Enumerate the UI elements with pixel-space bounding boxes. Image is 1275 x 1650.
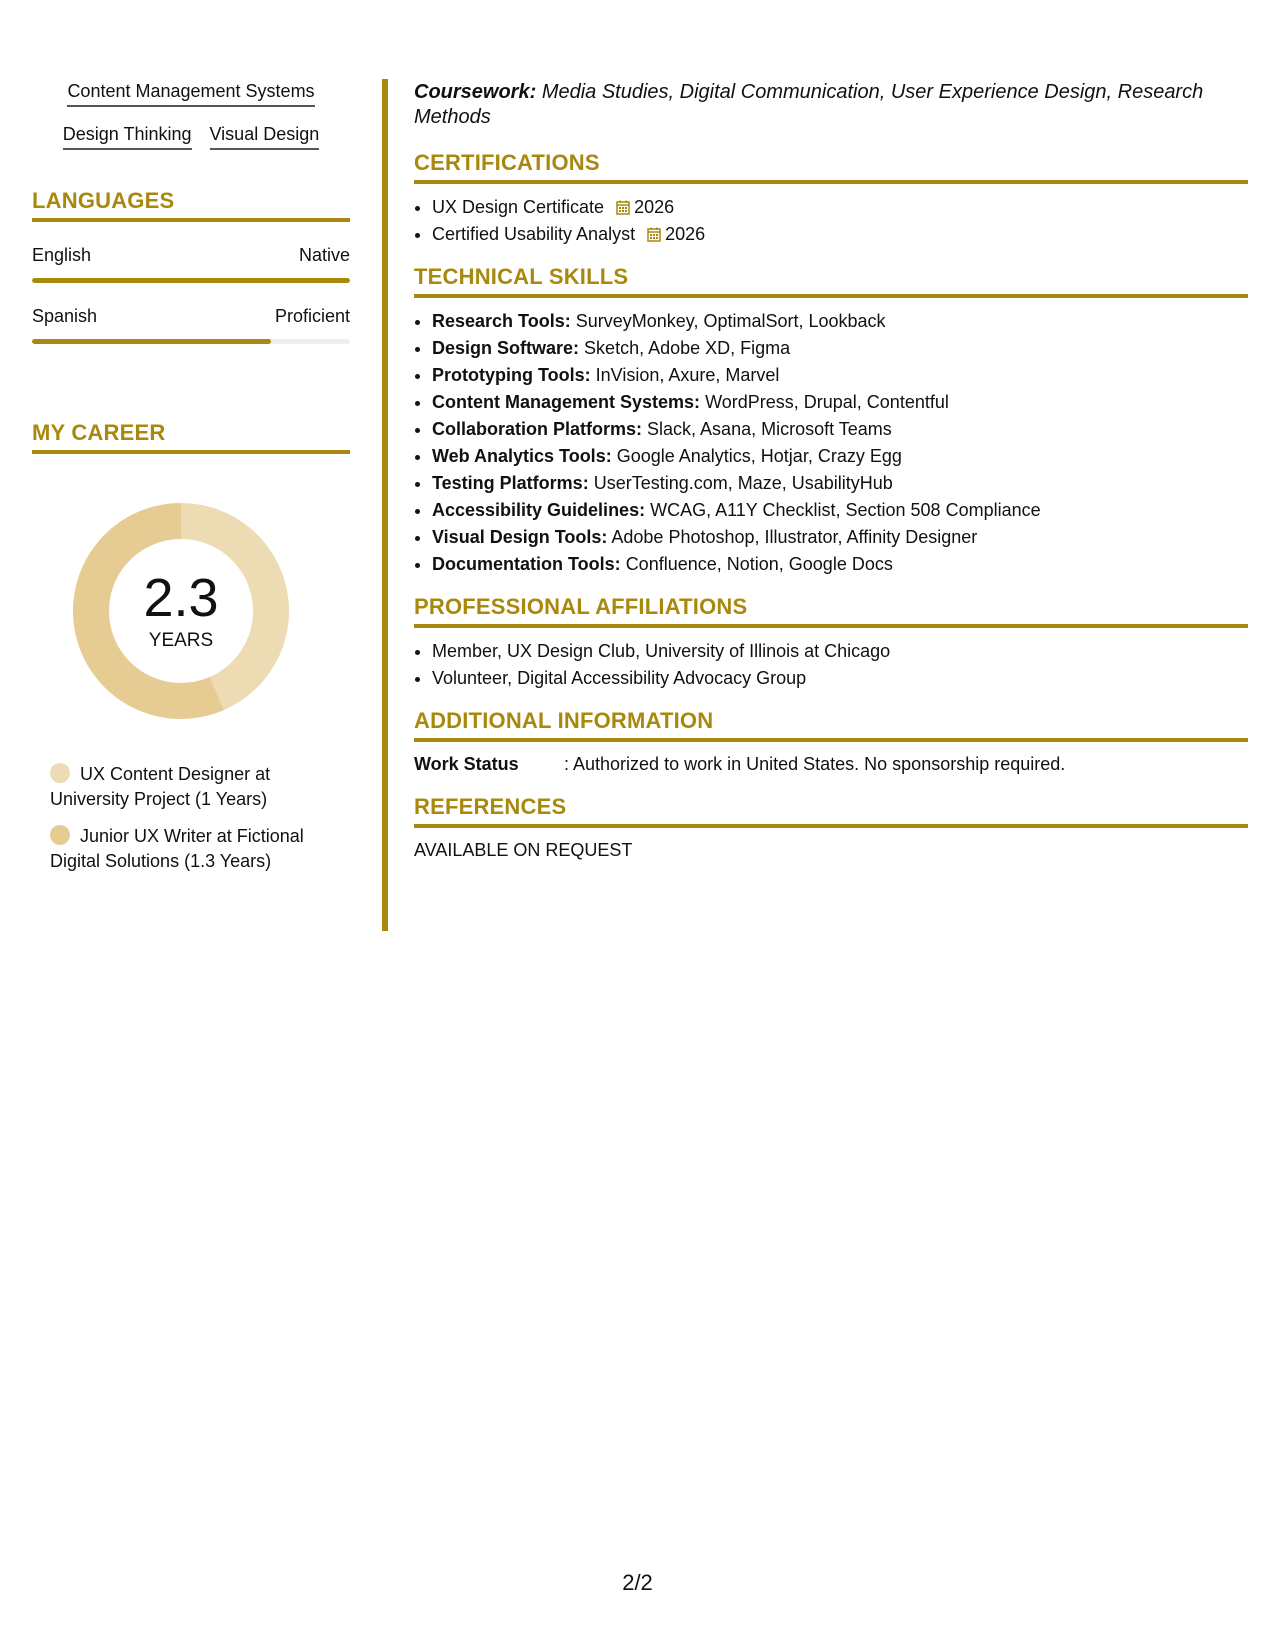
language-level: Native: [298, 245, 350, 265]
career-legend: [50, 762, 350, 874]
affiliations-title: PROFESSIONAL AFFILIATIONS: [414, 594, 1248, 628]
technical-skill-value: WordPress, Drupal, Contentful: [705, 392, 949, 412]
language-bar: [32, 339, 350, 344]
technical-skill-item: [432, 416, 1248, 443]
technical-skill-item: [432, 470, 1248, 497]
certification-name: UX Design Certificate: [432, 197, 605, 217]
technical-skill-label: Research Tools:: [432, 311, 571, 331]
left-column: [32, 80, 350, 886]
certification-name: Certified Usability Analyst: [432, 224, 636, 244]
technical-skills-title: TECHNICAL SKILLS: [414, 264, 1248, 298]
technical-skill-item: [432, 389, 1248, 416]
references-text: AVAILABLE ON REQUEST: [414, 840, 633, 860]
language-level: Proficient: [274, 306, 350, 326]
skill-tag: Visual Design: [210, 123, 320, 150]
language-item: [32, 305, 350, 344]
skill-row: [32, 123, 350, 150]
technical-skill-value: Sketch, Adobe XD, Figma: [584, 338, 791, 358]
legend-label: Junior UX Writer at Fictional Digital Solutions (1.3 Years): [50, 826, 304, 871]
certifications-list: [414, 194, 1248, 248]
career-total-value: 2.3: [143, 568, 219, 628]
skill-tag: Design Thinking: [63, 123, 192, 150]
work-status-row: [414, 752, 1248, 776]
technical-skill-value: Slack, Asana, Microsoft Teams: [647, 419, 892, 439]
technical-skill-label: Content Management Systems:: [432, 392, 701, 412]
technical-skill-item: [432, 335, 1248, 362]
certification-year: 2026: [665, 224, 706, 244]
legend-item: [50, 762, 350, 812]
technical-skill-item: [432, 497, 1248, 524]
column-divider: [382, 79, 388, 931]
technical-skills-list: [414, 308, 1248, 578]
technical-skill-label: Collaboration Platforms:: [432, 419, 643, 439]
calendar-icon: [616, 200, 630, 215]
language-name: Spanish: [32, 306, 98, 326]
skill-tag: Content Management Systems: [67, 80, 314, 107]
language-name: English: [32, 245, 92, 265]
technical-skill-value: Confluence, Notion, Google Docs: [625, 554, 893, 574]
affiliation-item: • Member, UX Design Club, University of Illinois at Chicago: [432, 638, 1248, 665]
technical-skill-item: [432, 362, 1248, 389]
language-bar: [32, 278, 350, 283]
additional-info-title: ADDITIONAL INFORMATION: [414, 708, 1248, 742]
references-title: REFERENCES: [414, 794, 1248, 828]
legend-dot-icon: [50, 763, 70, 783]
technical-skill-label: Visual Design Tools:: [432, 527, 608, 547]
work-status-key: Work Status: [414, 754, 519, 774]
skill-row: [32, 80, 350, 107]
career-total-unit: YEARS: [148, 630, 214, 651]
technical-skill-label: Web Analytics Tools:: [432, 446, 612, 466]
coursework-text: Media Studies, Digital Communication, User Experience Design, Research Methods: [414, 81, 1204, 128]
work-status-value: : Authorized to work in United States. No sponsorship required.: [564, 754, 1066, 774]
coursework-label: Coursework:: [414, 81, 537, 103]
technical-skill-label: Testing Platforms:: [432, 473, 589, 493]
affiliations-list: [414, 638, 1248, 692]
technical-skill-label: Accessibility Guidelines:: [432, 500, 646, 520]
technical-skill-item: [432, 308, 1248, 335]
languages-list: [32, 244, 350, 344]
languages-title: LANGUAGES: [32, 188, 350, 222]
language-bar-fill: [32, 278, 350, 283]
technical-skill-item: [432, 443, 1248, 470]
legend-label: UX Content Designer at University Project (1 Years): [50, 764, 271, 809]
technical-skill-value: SurveyMonkey, OptimalSort, Lookback: [575, 311, 886, 331]
technical-skill-item: [432, 551, 1248, 578]
technical-skill-value: UserTesting.com, Maze, UsabilityHub: [593, 473, 893, 493]
skill-tags: [32, 80, 350, 150]
technical-skill-label: Design Software:: [432, 338, 580, 358]
affiliation-item: • Volunteer, Digital Accessibility Advocacy Group: [432, 665, 1248, 692]
legend-dot-icon: [50, 825, 70, 845]
certification-item: [432, 194, 1248, 221]
coursework: [414, 80, 1248, 130]
certification-year: 2026: [634, 197, 675, 217]
calendar-icon: [647, 227, 661, 242]
career-title: MY CAREER: [32, 420, 350, 454]
page-number: 2/2: [622, 1570, 653, 1595]
technical-skill-value: WCAG, A11Y Checklist, Section 508 Compliance: [650, 500, 1041, 520]
technical-skill-value: InVision, Axure, Marvel: [595, 365, 780, 385]
technical-skill-label: Prototyping Tools:: [432, 365, 591, 385]
technical-skill-value: Google Analytics, Hotjar, Crazy Egg: [616, 446, 902, 466]
language-item: [32, 244, 350, 283]
right-column: [414, 80, 1248, 861]
technical-skill-item: [432, 524, 1248, 551]
language-bar-fill: [32, 339, 271, 344]
legend-item: [50, 824, 350, 874]
certification-item: [432, 221, 1248, 248]
technical-skill-label: Documentation Tools:: [432, 554, 621, 574]
certifications-title: CERTIFICATIONS: [414, 150, 1248, 184]
career-donut-chart: [66, 496, 296, 726]
technical-skill-value: Adobe Photoshop, Illustrator, Affinity Designer: [611, 527, 978, 547]
